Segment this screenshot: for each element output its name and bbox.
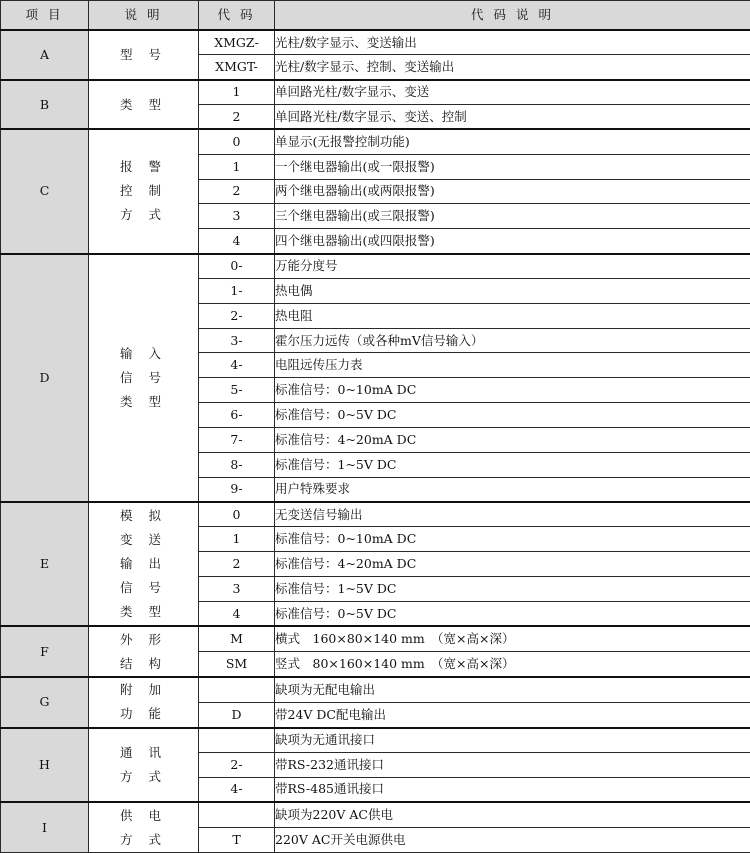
code-explanation: 一个继电器输出(或一限报警) [275,154,750,179]
header-code: 代 码 [199,1,275,31]
description-line: 类 型 [120,393,167,409]
table-row [1,502,750,527]
item-description [89,677,199,728]
code-explanation: 缺项为无配电输出 [275,677,750,702]
code-explanation: 标准信号：4~20mA DC [275,428,750,453]
table-row [1,626,750,651]
code-cell: T [199,827,275,852]
code-cell: 2 [199,105,275,130]
code-cell: 8- [199,452,275,477]
code-explanation: 标准信号：1~5V DC [275,452,750,477]
code-explanation: 用户特殊要求 [275,477,750,502]
description-line: 报 警 [120,159,167,175]
item-description [89,80,199,130]
item-description [89,502,199,626]
code-cell: 1 [199,527,275,552]
code-cell: 3 [199,577,275,602]
code-explanation: 光柱/数字显示、变送输出 [275,30,750,55]
code-cell: 0 [199,129,275,154]
description-line: 方 式 [120,831,167,847]
code-explanation: 单显示(无报警控制功能) [275,129,750,154]
table-body [1,30,750,853]
item-letter: F [1,626,89,677]
code-explanation: 单回路光柱/数字显示、变送 [275,80,750,105]
code-explanation: 横式 160×80×140 mm （宽×高×深） [275,626,750,651]
code-cell: XMGZ- [199,30,275,55]
code-explanation: 标准信号：0~5V DC [275,601,750,626]
code-cell: 2 [199,179,275,204]
description-line: 型 号 [120,46,167,62]
description-line: 通 讯 [120,744,167,760]
code-explanation: 标准信号：4~20mA DC [275,552,750,577]
description-line: 输 出 [120,556,167,572]
code-explanation: 标准信号：1~5V DC [275,577,750,602]
description-line: 信 号 [120,580,167,596]
header-desc: 说 明 [89,1,199,31]
code-explanation: 万能分度号 [275,254,750,279]
item-description [89,254,199,502]
item-letter: E [1,502,89,626]
code-cell: M [199,626,275,651]
table-row [1,677,750,702]
item-letter: C [1,129,89,253]
code-cell [199,677,275,702]
code-cell: 2- [199,752,275,777]
code-explanation: 带RS-485通讯接口 [275,777,750,802]
item-description [89,30,199,80]
code-cell: 9- [199,477,275,502]
table-row [1,30,750,55]
code-cell: D [199,702,275,727]
code-explanation: 霍尔压力远传（或各种mV信号输入） [275,328,750,353]
item-letter: A [1,30,89,80]
code-cell: 1- [199,278,275,303]
description-line: 外 形 [120,631,167,647]
code-cell: 4- [199,353,275,378]
code-cell: XMGT- [199,55,275,80]
code-explanation: 缺项为无通讯接口 [275,728,750,753]
code-explanation: 光柱/数字显示、控制、变送输出 [275,55,750,80]
code-cell: 0- [199,254,275,279]
description-line: 类 型 [120,604,167,620]
description-line: 结 构 [120,655,167,671]
code-explanation: 标准信号：0~10mA DC [275,378,750,403]
item-letter: B [1,80,89,130]
code-explanation: 电阻远传压力表 [275,353,750,378]
description-line: 方 式 [120,768,167,784]
item-description [89,802,199,852]
item-letter: G [1,677,89,728]
code-explanation: 标准信号：0~5V DC [275,403,750,428]
code-explanation: 无变送信号输出 [275,502,750,527]
code-cell: 6- [199,403,275,428]
item-letter: H [1,728,89,803]
table-row [1,129,750,154]
code-explanation: 两个继电器输出(或两限报警) [275,179,750,204]
item-letter: I [1,802,89,852]
header-item: 项 目 [1,1,89,31]
description-line: 信 号 [120,369,167,385]
code-cell [199,728,275,753]
table-row [1,728,750,753]
code-cell: 3- [199,328,275,353]
code-cell: 0 [199,502,275,527]
table-row [1,254,750,279]
code-explanation: 220V AC开关电源供电 [275,827,750,852]
header-explain: 代 码 说 明 [275,1,750,31]
description-line: 输 入 [120,345,167,361]
code-explanation: 带RS-232通讯接口 [275,752,750,777]
description-line: 变 送 [120,532,167,548]
table-row [1,80,750,105]
description-line: 模 拟 [120,508,167,524]
code-cell: 5- [199,378,275,403]
description-line: 控 制 [120,183,167,199]
code-explanation: 标准信号：0~10mA DC [275,527,750,552]
code-cell: 7- [199,428,275,453]
item-description [89,626,199,677]
code-cell: 4- [199,777,275,802]
description-line: 附 加 [120,682,167,698]
description-line: 功 能 [120,706,167,722]
code-cell: 2 [199,552,275,577]
code-cell: 4 [199,601,275,626]
code-explanation: 热电阻 [275,303,750,328]
description-line: 方 式 [120,207,167,223]
item-description [89,129,199,253]
item-description [89,728,199,803]
code-cell: 1 [199,154,275,179]
item-letter: D [1,254,89,502]
code-cell: 3 [199,204,275,229]
code-cell: 1 [199,80,275,105]
code-explanation: 竖式 80×160×140 mm （宽×高×深） [275,652,750,677]
code-cell [199,802,275,827]
code-explanation: 单回路光柱/数字显示、变送、控制 [275,105,750,130]
description-line: 类 型 [120,96,167,112]
code-explanation: 三个继电器输出(或三限报警) [275,204,750,229]
code-explanation: 热电偶 [275,278,750,303]
description-line: 供 电 [120,807,167,823]
code-cell: 4 [199,229,275,254]
table-row [1,802,750,827]
code-explanation: 带24V DC配电输出 [275,702,750,727]
code-cell: SM [199,652,275,677]
code-explanation: 四个继电器输出(或四限报警) [275,229,750,254]
code-cell: 2- [199,303,275,328]
code-explanation: 缺项为220V AC供电 [275,802,750,827]
